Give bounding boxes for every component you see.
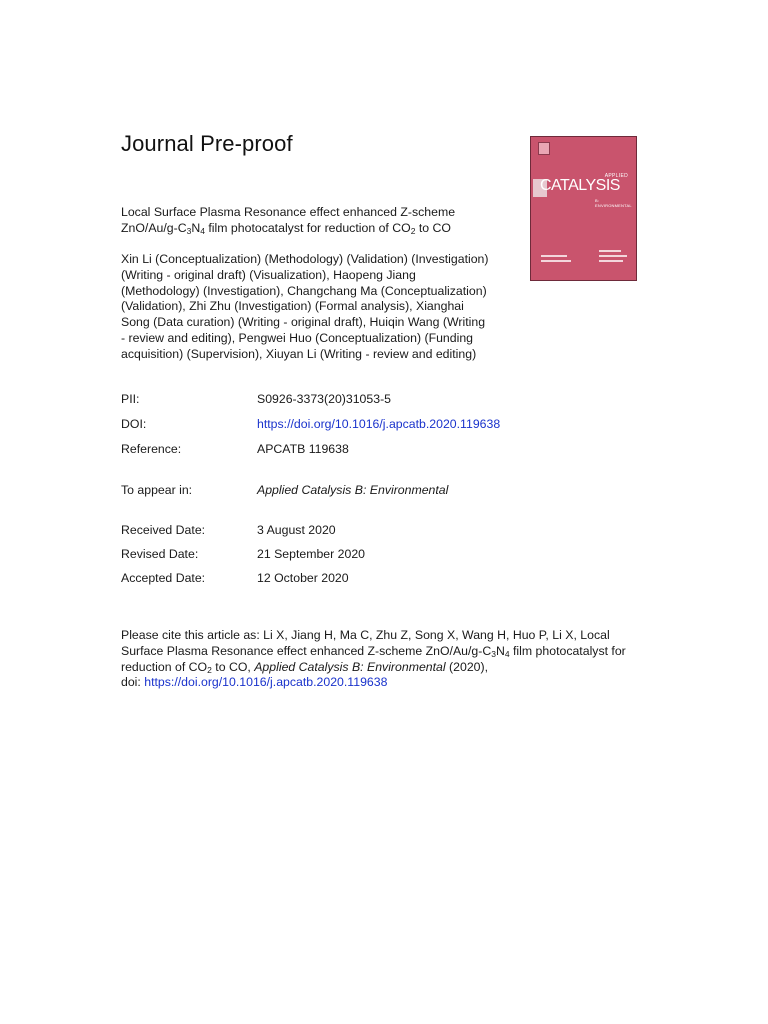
citation-text: reduction of CO — [121, 659, 208, 674]
author-line: acquisition) (Supervision), Xiuyan Li (Writing - review and editing) — [121, 346, 477, 361]
article-title-line-2 — [121, 220, 511, 236]
citation-text: (2020), — [445, 659, 489, 674]
received-value: 3 August 2020 — [257, 523, 336, 537]
pii-value: S0926-3373(20)31053-5 — [257, 392, 392, 406]
title-text: ZnO/Au/g-C — [121, 221, 187, 235]
citation-subscript: 2 — [207, 664, 212, 675]
cover-catalysis-text: CATALYSIS — [540, 177, 620, 194]
cover-fineprint — [599, 260, 623, 262]
title-subscript: 2 — [410, 226, 416, 236]
citation-block — [121, 628, 646, 691]
title-subscript: 3 — [186, 226, 192, 236]
received-label: Received Date: — [121, 523, 206, 537]
cover-fineprint — [541, 260, 571, 262]
cover-applied-text: APPLIED — [604, 173, 628, 179]
article-title-line-1: Local Surface Plasma Resonance effect enhanced Z-scheme — [121, 205, 456, 219]
citation-line — [121, 644, 646, 660]
citation-line: Please cite this article as: Li X, Jiang H, Ma C, Zhu Z, Song X, Wang H, Huo P, Li X, Local — [121, 628, 610, 642]
author-line: (Methodology) (Investigation), Changchang Ma (Conceptualization) — [121, 283, 487, 298]
revised-value: 21 September 2020 — [257, 547, 366, 561]
citation-doi-label: doi: — [121, 675, 145, 690]
citation-journal: Applied Catalysis B: Environmental — [254, 659, 446, 674]
revised-label: Revised Date: — [121, 547, 199, 561]
title-text: to CO — [415, 221, 451, 235]
reference-label: Reference: — [121, 442, 182, 456]
citation-subscript: 3 — [491, 648, 496, 659]
pii-label: PII: — [121, 392, 140, 406]
citation-text: N — [495, 643, 505, 658]
cover-fineprint — [541, 255, 567, 257]
title-text: N — [191, 221, 201, 235]
title-subscript: 4 — [200, 226, 205, 236]
citation-line — [121, 675, 646, 691]
author-line: Xin Li (Conceptualization) (Methodology) (Validation) (Investigation) — [121, 252, 489, 266]
doi-link[interactable]: https://doi.org/10.1016/j.apcatb.2020.119638 — [257, 417, 501, 431]
journal-name: Applied Catalysis B: Environmental — [257, 483, 449, 497]
accepted-value: 12 October 2020 — [257, 571, 349, 585]
citation-text: film photocatalyst for — [509, 643, 626, 658]
author-line: (Validation), Zhi Zhu (Investigation) (Formal analysis), Xianghai — [121, 299, 464, 314]
author-line: - review and editing), Pengwei Huo (Conceptualization) (Funding — [121, 330, 474, 345]
author-line: Song (Data curation) (Writing - original draft), Huiqin Wang (Writing — [121, 315, 486, 330]
author-list — [121, 252, 506, 363]
accepted-label: Accepted Date: — [121, 571, 206, 585]
cover-fineprint — [599, 255, 627, 257]
citation-line — [121, 660, 646, 676]
citation-doi-link[interactable]: https://doi.org/10.1016/j.apcatb.2020.119638 — [144, 675, 388, 690]
citation-subscript: 4 — [504, 648, 510, 659]
cover-subtitle-text: B: ENVIRONMENTAL — [595, 198, 632, 208]
journal-cover-image — [530, 136, 637, 281]
cover-fineprint — [599, 250, 621, 252]
page-title: Journal Pre-proof — [121, 131, 293, 156]
citation-text: Surface Plasma Resonance effect enhanced Z-scheme ZnO/Au/g-C — [121, 643, 492, 658]
doi-label: DOI: — [121, 417, 147, 431]
elsevier-logo-icon — [538, 142, 550, 155]
author-line: (Writing - original draft) (Visualization), Haopeng Jiang — [121, 267, 416, 282]
reference-value: APCATB 119638 — [257, 442, 349, 456]
citation-text: to CO, — [211, 659, 255, 674]
appear-in-label: To appear in: — [121, 483, 193, 497]
title-text: film photocatalyst for reduction of CO — [204, 221, 411, 235]
article-title — [121, 204, 511, 236]
